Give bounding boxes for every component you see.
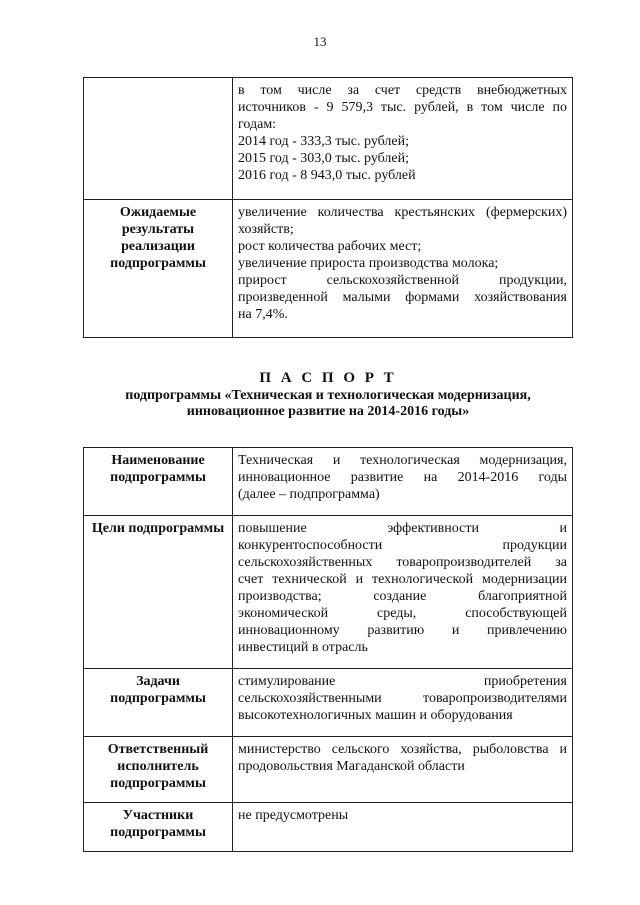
continued-passport-table [83, 77, 573, 338]
value-line: Техническая и технологическая модернизация, [238, 453, 567, 468]
table-row [84, 516, 573, 669]
value-line: производства; создание благоприятной [238, 589, 567, 604]
value-line: счет технической и технологической модернизации [238, 572, 567, 587]
funding-line: источников - 9 579,3 тыс. рублей, в том числе по [238, 100, 567, 115]
table-row [84, 200, 573, 338]
row-value-executor [233, 737, 573, 803]
results-cell [233, 200, 573, 338]
value-line: стимулирование приобретения [238, 674, 567, 689]
value-line: продовольствия Магаданской области [238, 759, 465, 774]
value-line: министерство сельского хозяйства, рыболовства и [238, 742, 567, 757]
passport-title: П А С П О Р Т [259, 370, 397, 386]
table-row [84, 737, 573, 803]
value-line: повышение эффективности и [238, 521, 567, 536]
value-line: высокотехнологичных машин и оборудования [238, 708, 513, 723]
table-row [84, 669, 573, 737]
row-value-name [233, 448, 573, 516]
value-line: не предусмотрены [238, 808, 349, 823]
results-line: хозяйств; [238, 222, 294, 237]
empty-label-cell [84, 78, 233, 200]
passport-subtitle [83, 388, 573, 420]
subtitle-line: подпрограммы «Техническая и технологическая модернизация, [125, 388, 531, 403]
table-row [84, 448, 573, 516]
row-value-goals [233, 516, 573, 669]
results-line: на 7,4%. [238, 307, 288, 322]
page-number: 13 [313, 34, 327, 49]
funding-cell [233, 78, 573, 200]
value-line: сельскохозяйственными товаропроизводителями [238, 691, 567, 706]
row-value-participants [233, 803, 573, 852]
value-line: инновационное развитие на 2014-2016 годы [238, 470, 567, 485]
funding-line: 2014 год - 333,3 тыс. рублей; [238, 134, 410, 149]
row-label-tasks: Задачи подпрограммы [84, 669, 233, 737]
row-label-name: Наименование подпрограммы [84, 448, 233, 516]
results-line: произведенной малыми формами хозяйствования [238, 290, 567, 305]
row-label-executor: Ответственный исполнитель подпрограммы [84, 737, 233, 803]
results-line: прирост сельскохозяйственной продукции, [238, 273, 567, 288]
results-line: увеличение прироста производства молока; [238, 256, 499, 271]
funding-line: в том числе за счет средств внебюджетных [238, 83, 567, 98]
passport-table [83, 447, 573, 852]
value-line: конкурентоспособности продукции [238, 538, 567, 553]
funding-line: 2015 год - 303,0 тыс. рублей; [238, 151, 410, 166]
funding-line: годам: [238, 117, 277, 132]
results-line: увеличение количества крестьянских (фермерских) [238, 205, 567, 220]
subtitle-line: инновационное развитие на 2014-2016 годы» [186, 404, 470, 419]
value-line: сельскохозяйственных товаропроизводителей за [238, 555, 567, 570]
results-label: Ожидаемые результаты реализации подпрограммы [84, 200, 233, 338]
value-line: (далее – подпрограмма) [238, 487, 380, 502]
table-row [84, 803, 573, 852]
value-line: инновационному развитию и привлечению [238, 623, 567, 638]
row-value-tasks [233, 669, 573, 737]
row-label-goals: Цели подпрограммы [84, 516, 233, 669]
row-label-participants: Участники подпрограммы [84, 803, 233, 852]
funding-line: 2016 год - 8 943,0 тыс. рублей [238, 168, 416, 183]
value-line: инвестиций в отрасль [238, 640, 368, 655]
value-line: экономической среды, способствующей [238, 606, 567, 621]
results-line: рост количества рабочих мест; [238, 239, 422, 254]
table-row [84, 78, 573, 200]
